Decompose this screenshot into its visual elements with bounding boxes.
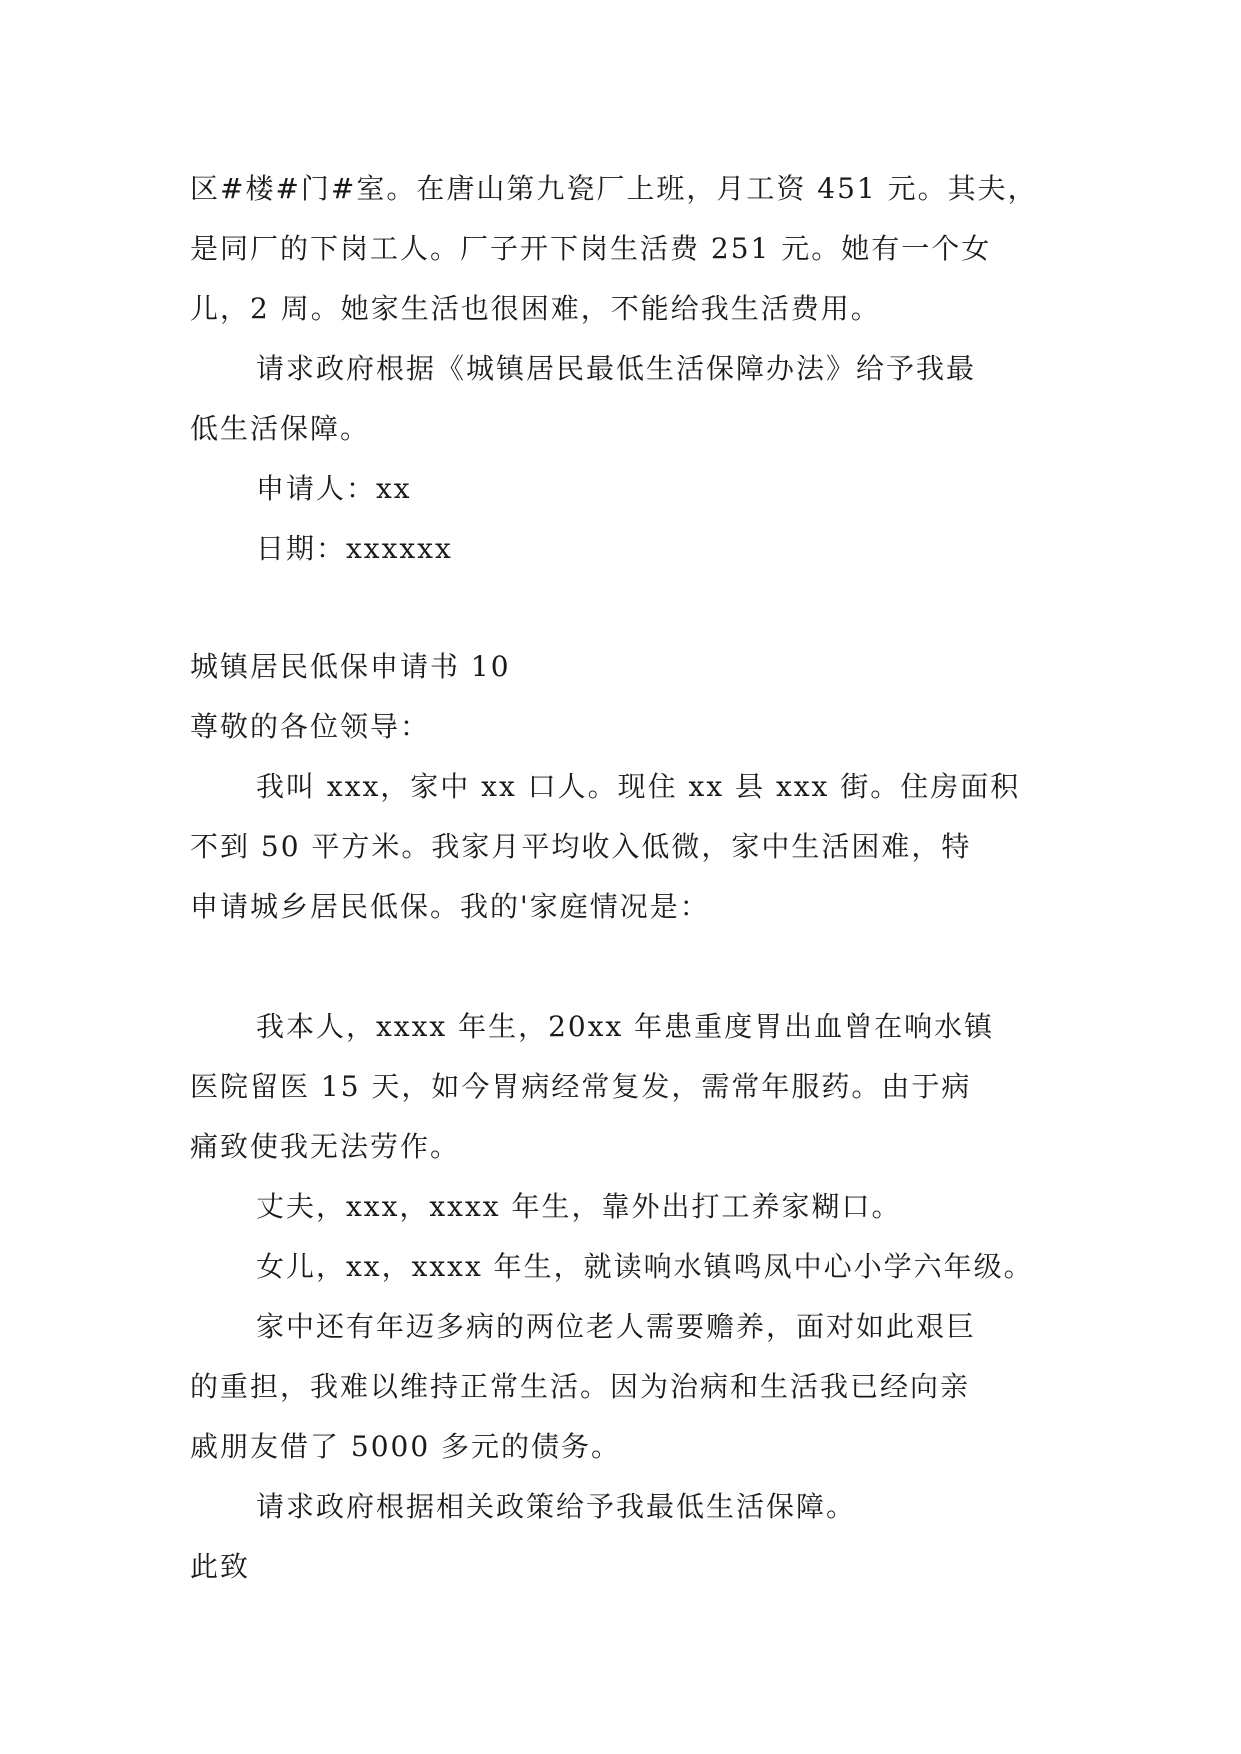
paragraph-request-1 bbox=[190, 339, 1046, 459]
paragraph-elders bbox=[190, 1297, 1046, 1477]
paragraph-self bbox=[190, 997, 1046, 1177]
text-line: 我本人，xxxx 年生，20xx 年患重度胃出血曾在响水镇 bbox=[256, 1010, 995, 1043]
paragraph-husband: 丈夫，xxx，xxxx 年生，靠外出打工养家糊口。 bbox=[256, 1190, 902, 1223]
blank-line bbox=[190, 579, 1046, 637]
text-line: 是同厂的下岗工人。厂子开下岗生活费 251 元。她有一个女 bbox=[190, 232, 992, 265]
date-line: 日期：xxxxxx bbox=[256, 532, 453, 565]
text-line: 医院留医 15 天，如今胃病经常复发，需常年服药。由于病 bbox=[190, 1070, 972, 1103]
applicant-line: 申请人：xx bbox=[256, 472, 412, 505]
document-body bbox=[190, 159, 1046, 1597]
text-line: 儿，2 周。她家生活也很困难，不能给我生活费用。 bbox=[190, 292, 881, 325]
blank-line bbox=[190, 937, 1046, 997]
closing-line: 此致 bbox=[190, 1550, 251, 1583]
text-line: 不到 50 平方米。我家月平均收入低微，家中生活困难，特 bbox=[190, 830, 972, 863]
paragraph-previous-family-info bbox=[190, 159, 1046, 339]
paragraph-daughter: 女儿，xx，xxxx 年生，就读响水镇鸣凤中心小学六年级。 bbox=[256, 1250, 1034, 1283]
text-line: 家中还有年迈多病的两位老人需要赡养，面对如此艰巨 bbox=[256, 1310, 977, 1343]
text-line: 区#楼#门#室。在唐山第九瓷厂上班，月工资 451 元。其夫， bbox=[190, 172, 1038, 205]
text-line: 申请城乡居民低保。我的'家庭情况是： bbox=[190, 890, 710, 923]
paragraph-intro bbox=[190, 757, 1046, 937]
salutation: 尊敬的各位领导： bbox=[190, 710, 431, 743]
text-line: 的重担，我难以维持正常生活。因为治病和生活我已经向亲 bbox=[190, 1370, 971, 1403]
paragraph-request-2: 请求政府根据相关政策给予我最低生活保障。 bbox=[256, 1490, 857, 1523]
text-line: 痛致使我无法劳作。 bbox=[190, 1130, 461, 1163]
text-line: 请求政府根据《城镇居民最低生活保障办法》给予我最 bbox=[256, 352, 977, 385]
section-title: 城镇居民低保申请书 10 bbox=[190, 650, 511, 683]
text-line: 我叫 xxx，家中 xx 口人。现住 xx 县 xxx 街。住房面积 bbox=[256, 770, 1021, 803]
text-line: 戚朋友借了 5000 多元的债务。 bbox=[190, 1430, 622, 1463]
text-line: 低生活保障。 bbox=[190, 412, 371, 445]
